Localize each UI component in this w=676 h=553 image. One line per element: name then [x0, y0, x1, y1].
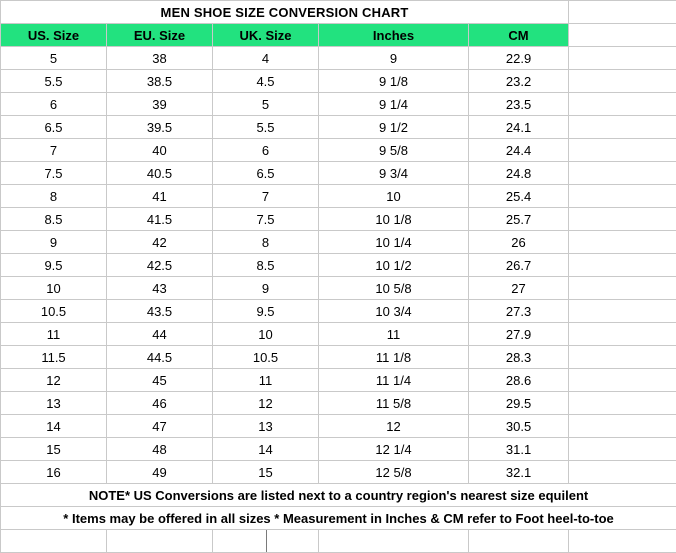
cell-uk-size: 9.5 — [213, 300, 319, 323]
cell-cm: 32.1 — [469, 461, 569, 484]
cell-eu-size: 45 — [107, 369, 213, 392]
cell-us-size: 11 — [1, 323, 107, 346]
cell-inches: 9 1/4 — [319, 93, 469, 116]
cell-eu-size: 43 — [107, 277, 213, 300]
cell-eu-size: 40.5 — [107, 162, 213, 185]
table-row — [1, 277, 676, 300]
table-row — [1, 346, 676, 369]
empty-cell — [569, 530, 676, 553]
cell-eu-size: 40 — [107, 139, 213, 162]
header-row-spacer — [569, 24, 676, 47]
row-spacer — [569, 415, 676, 438]
table-row — [1, 369, 676, 392]
column-header-cm: CM — [469, 24, 569, 47]
column-header-us-size: US. Size — [1, 24, 107, 47]
cell-cm: 26.7 — [469, 254, 569, 277]
row-spacer — [569, 300, 676, 323]
cell-inches: 11 1/4 — [319, 369, 469, 392]
cell-uk-size: 15 — [213, 461, 319, 484]
cell-eu-size: 39.5 — [107, 116, 213, 139]
cell-inches: 11 1/8 — [319, 346, 469, 369]
cell-inches: 9 3/4 — [319, 162, 469, 185]
row-spacer — [569, 369, 676, 392]
cell-uk-size: 12 — [213, 392, 319, 415]
cell-inches: 10 1/2 — [319, 254, 469, 277]
cell-inches: 10 5/8 — [319, 277, 469, 300]
cell-inches: 12 1/4 — [319, 438, 469, 461]
cell-eu-size: 38.5 — [107, 70, 213, 93]
table-row — [1, 70, 676, 93]
cell-eu-size: 47 — [107, 415, 213, 438]
empty-trailing-row — [1, 530, 676, 553]
cell-us-size: 9.5 — [1, 254, 107, 277]
row-spacer — [569, 231, 676, 254]
table-row — [1, 47, 676, 70]
cell-uk-size: 5.5 — [213, 116, 319, 139]
cell-us-size: 12 — [1, 369, 107, 392]
column-header-eu-size: EU. Size — [107, 24, 213, 47]
row-spacer — [569, 461, 676, 484]
cell-us-size: 10 — [1, 277, 107, 300]
cell-inches: 9 1/8 — [319, 70, 469, 93]
cell-inches: 11 — [319, 323, 469, 346]
cell-us-size: 16 — [1, 461, 107, 484]
cell-uk-size: 4.5 — [213, 70, 319, 93]
cell-inches: 9 — [319, 47, 469, 70]
cell-inches: 12 — [319, 415, 469, 438]
table-row — [1, 392, 676, 415]
cell-us-size: 6.5 — [1, 116, 107, 139]
table-body — [1, 1, 676, 553]
cell-inches: 11 5/8 — [319, 392, 469, 415]
cell-us-size: 8 — [1, 185, 107, 208]
cell-cm: 23.5 — [469, 93, 569, 116]
row-spacer — [569, 208, 676, 231]
cell-eu-size: 39 — [107, 93, 213, 116]
cell-cm: 26 — [469, 231, 569, 254]
cell-uk-size: 13 — [213, 415, 319, 438]
empty-cell — [1, 530, 107, 553]
cell-cm: 22.9 — [469, 47, 569, 70]
note-text-conversions: NOTE* US Conversions are listed next to a country region's nearest size equilent — [1, 484, 676, 507]
row-spacer — [569, 70, 676, 93]
cell-cm: 31.1 — [469, 438, 569, 461]
cell-cm: 24.4 — [469, 139, 569, 162]
row-spacer — [569, 139, 676, 162]
cell-uk-size: 7.5 — [213, 208, 319, 231]
cell-cm: 25.7 — [469, 208, 569, 231]
cell-inches: 9 1/2 — [319, 116, 469, 139]
table-row — [1, 461, 676, 484]
cell-cm: 23.2 — [469, 70, 569, 93]
cell-eu-size: 48 — [107, 438, 213, 461]
table-row — [1, 438, 676, 461]
note-row-primary — [1, 484, 676, 507]
cell-uk-size: 4 — [213, 47, 319, 70]
cell-eu-size: 43.5 — [107, 300, 213, 323]
title-row-spacer — [569, 1, 676, 24]
cell-uk-size: 8 — [213, 231, 319, 254]
page-title: MEN SHOE SIZE CONVERSION CHART — [1, 1, 569, 24]
row-spacer — [569, 162, 676, 185]
note-row-secondary — [1, 507, 676, 530]
cell-us-size: 8.5 — [1, 208, 107, 231]
row-spacer — [569, 254, 676, 277]
cell-cm: 27.3 — [469, 300, 569, 323]
cell-uk-size: 7 — [213, 185, 319, 208]
table-row — [1, 208, 676, 231]
cell-eu-size: 41.5 — [107, 208, 213, 231]
column-header-uk-size: UK. Size — [213, 24, 319, 47]
cell-inches: 10 1/4 — [319, 231, 469, 254]
cell-cm: 27 — [469, 277, 569, 300]
cell-us-size: 6 — [1, 93, 107, 116]
cell-eu-size: 49 — [107, 461, 213, 484]
cell-cm: 27.9 — [469, 323, 569, 346]
table-row — [1, 323, 676, 346]
row-spacer — [569, 438, 676, 461]
cell-eu-size: 38 — [107, 47, 213, 70]
cell-eu-size: 44 — [107, 323, 213, 346]
row-spacer — [569, 185, 676, 208]
cell-inches: 10 3/4 — [319, 300, 469, 323]
cell-eu-size: 42.5 — [107, 254, 213, 277]
cell-us-size: 14 — [1, 415, 107, 438]
cell-us-size: 15 — [1, 438, 107, 461]
empty-cell — [107, 530, 213, 553]
cell-cm: 28.3 — [469, 346, 569, 369]
table-row — [1, 162, 676, 185]
table-row — [1, 231, 676, 254]
cell-uk-size: 10.5 — [213, 346, 319, 369]
row-spacer — [569, 323, 676, 346]
table-row — [1, 254, 676, 277]
cell-inches: 9 5/8 — [319, 139, 469, 162]
cell-uk-size: 6 — [213, 139, 319, 162]
title-row — [1, 1, 676, 24]
cell-eu-size: 46 — [107, 392, 213, 415]
note-text-measurement: * Items may be offered in all sizes * Measurement in Inches & CM refer to Foot heel-to-toe — [1, 507, 676, 530]
table-row — [1, 93, 676, 116]
cell-uk-size: 8.5 — [213, 254, 319, 277]
cell-us-size: 7 — [1, 139, 107, 162]
table-row — [1, 116, 676, 139]
cell-cm: 24.1 — [469, 116, 569, 139]
empty-cell — [469, 530, 569, 553]
cell-cm: 24.8 — [469, 162, 569, 185]
cell-eu-size: 42 — [107, 231, 213, 254]
cell-us-size: 13 — [1, 392, 107, 415]
table-row — [1, 300, 676, 323]
row-spacer — [569, 277, 676, 300]
row-spacer — [569, 116, 676, 139]
cell-inches: 12 5/8 — [319, 461, 469, 484]
cell-uk-size: 5 — [213, 93, 319, 116]
cell-cm: 25.4 — [469, 185, 569, 208]
cell-us-size: 9 — [1, 231, 107, 254]
cell-uk-size: 11 — [213, 369, 319, 392]
cell-eu-size: 44.5 — [107, 346, 213, 369]
cell-uk-size: 10 — [213, 323, 319, 346]
empty-cell — [319, 530, 469, 553]
column-header-inches: Inches — [319, 24, 469, 47]
cell-inches: 10 1/8 — [319, 208, 469, 231]
cell-us-size: 5.5 — [1, 70, 107, 93]
cell-us-size: 10.5 — [1, 300, 107, 323]
cell-inches: 10 — [319, 185, 469, 208]
row-spacer — [569, 47, 676, 70]
row-spacer — [569, 93, 676, 116]
row-spacer — [569, 392, 676, 415]
cell-uk-size: 14 — [213, 438, 319, 461]
table-row — [1, 185, 676, 208]
cell-us-size: 11.5 — [1, 346, 107, 369]
cell-uk-size: 6.5 — [213, 162, 319, 185]
cell-uk-size: 9 — [213, 277, 319, 300]
cell-cm: 28.6 — [469, 369, 569, 392]
cell-us-size: 7.5 — [1, 162, 107, 185]
cell-eu-size: 41 — [107, 185, 213, 208]
cell-us-size: 5 — [1, 47, 107, 70]
empty-cell-with-divider — [213, 530, 319, 553]
cell-cm: 29.5 — [469, 392, 569, 415]
table-row — [1, 415, 676, 438]
cell-cm: 30.5 — [469, 415, 569, 438]
table-row — [1, 139, 676, 162]
row-spacer — [569, 346, 676, 369]
column-header-row — [1, 24, 676, 47]
